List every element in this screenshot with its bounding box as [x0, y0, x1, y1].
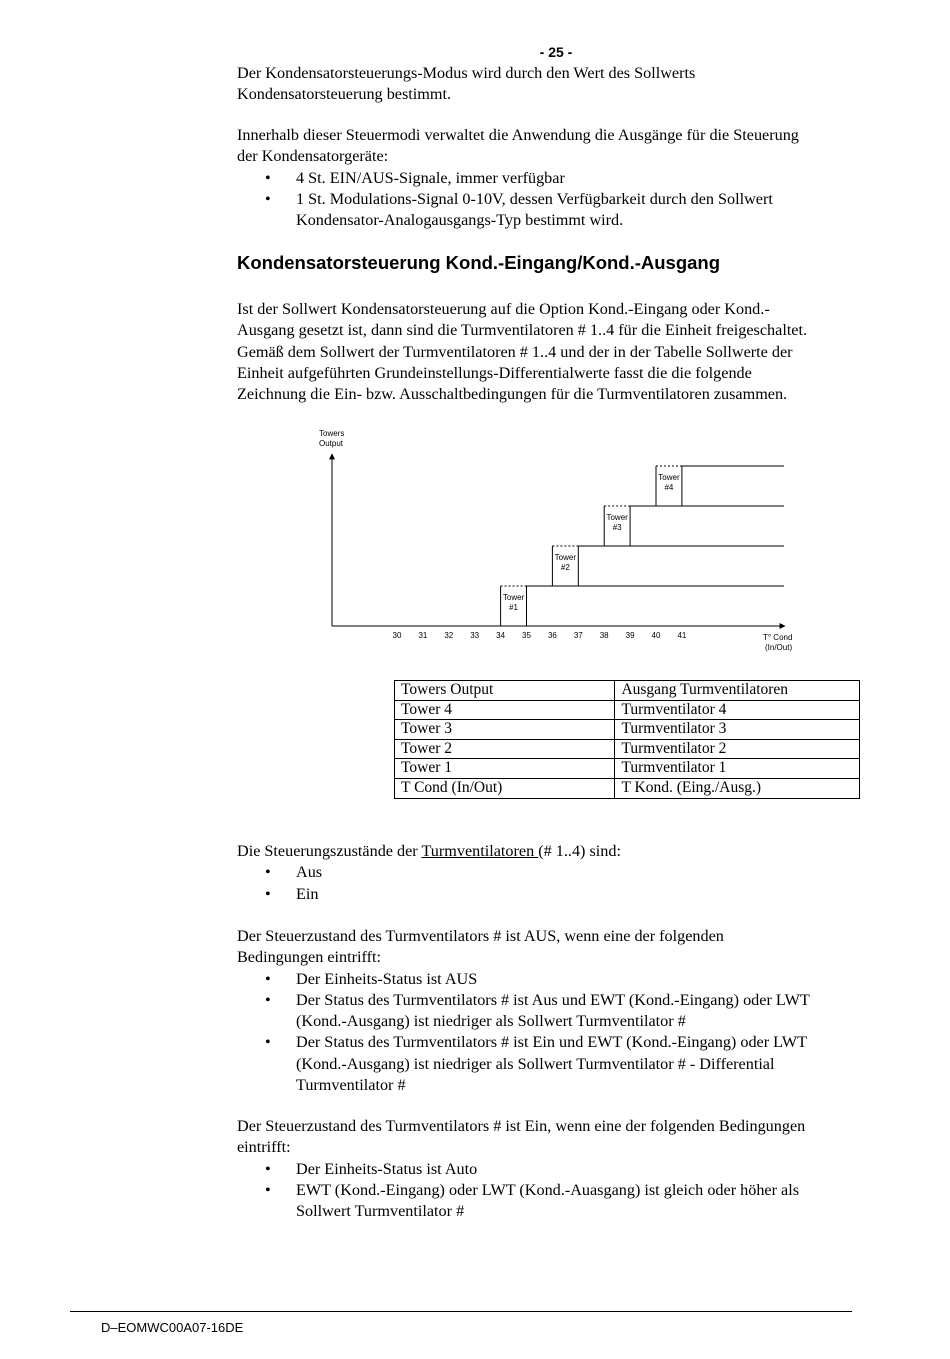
x-tick-label: 31 [418, 631, 428, 640]
x-axis-label [763, 633, 795, 652]
x-tick-label: 33 [470, 631, 480, 640]
text-line: Ausgang gesetzt ist, dann sind die Turmventilatoren # 1..4 für die Einheit freigeschaltet. [237, 321, 808, 340]
outputs-bullet-list [237, 168, 799, 232]
step-label [658, 473, 680, 492]
step-label-line: #1 [509, 603, 519, 612]
text-run: (# 1..4) sind: [538, 842, 621, 860]
step-label-line: #3 [612, 523, 622, 532]
text-line: Der Kondensatorsteuerungs-Modus wird durch den Wert des Sollwerts [237, 64, 696, 82]
x-tick-label: 36 [547, 631, 557, 640]
text-line: Kondensatorsteuerung bestimmt. [237, 85, 451, 104]
states-bullet-list [237, 862, 621, 905]
document-code: D–EOMWC00A07-16DE [101, 1320, 244, 1335]
text-line: (Kond.-Ausgang) ist niedriger als Sollwert Turmventilator # - Differential [296, 1054, 775, 1073]
text-line: Turmventilator # [296, 1076, 406, 1095]
bullet-item [237, 884, 621, 905]
y-axis-label-line: Towers [319, 429, 345, 438]
bullet-dot-icon: • [265, 168, 271, 187]
table-cell: Tower 4 [395, 700, 615, 720]
table-cell: T Kond. (Eing./Ausg.) [615, 778, 860, 798]
section-paragraph [237, 299, 807, 405]
table-cell: Turmventilator 3 [615, 720, 860, 740]
step-label [555, 553, 577, 572]
table-cell: Turmventilator 4 [615, 700, 860, 720]
text-line: Sollwert Turmventilator # [296, 1202, 465, 1221]
step-label-line: Tower [658, 473, 680, 482]
bullet-dot-icon: • [265, 884, 271, 903]
text-line: eintrifft: [237, 1138, 291, 1157]
footer-divider [70, 1311, 852, 1312]
text-line: Ist der Sollwert Kondensatorsteuerung auf die Option Kond.-Eingang oder Kond.- [237, 300, 770, 318]
text-line: EWT (Kond.-Eingang) oder LWT (Kond.-Auasgang) ist gleich oder höher als [296, 1180, 800, 1199]
table-cell: Towers Output [395, 681, 615, 701]
x-axis-label-line: T° Cond [763, 633, 793, 642]
text-line [237, 841, 621, 862]
bullet-dot-icon: • [265, 990, 271, 1009]
bullet-item [237, 168, 799, 189]
step-label-line: Tower [554, 553, 577, 562]
bullet-item [237, 1159, 805, 1180]
table-row [395, 720, 860, 740]
text-line: 1 St. Modulations-Signal 0-10V, dessen Verfügbarkeit durch den Sollwert [296, 189, 773, 208]
table-cell: Ausgang Turmventilatoren [615, 681, 860, 701]
table-cell: Tower 3 [395, 720, 615, 740]
text-line: Bedingungen eintrifft: [237, 948, 382, 967]
y-axis-label [319, 429, 347, 448]
bullet-dot-icon: • [265, 1180, 271, 1199]
text-line: Zeichnung die Ein- bzw. Ausschaltbedingungen für die Turmventilatoren zusammen. [237, 385, 788, 404]
bullet-item [237, 990, 810, 1033]
x-tick-label: 35 [522, 631, 531, 640]
x-tick-label: 32 [444, 631, 454, 640]
table-cell: Turmventilator 2 [615, 739, 860, 759]
table-cell: Tower 2 [395, 739, 615, 759]
bullet-item [237, 1180, 805, 1223]
bullet-item [237, 862, 621, 883]
text-line: Der Steuerzustand des Turmventilators # ist Ein, wenn eine der folgenden Bedingungen [237, 1117, 806, 1135]
x-tick-label: 34 [496, 631, 506, 640]
step-label-line: Tower [606, 513, 628, 522]
bullet-dot-icon: • [265, 863, 271, 882]
x-tick-label: 30 [392, 631, 402, 640]
table-row [395, 739, 860, 759]
table-cell: Tower 1 [395, 759, 615, 779]
text-run: Die Steuerungszustände der [237, 842, 422, 860]
table-row [395, 681, 860, 701]
bullet-dot-icon: • [265, 1159, 271, 1178]
text-line: Ein [296, 884, 319, 903]
off-conditions-bullet-list [237, 969, 810, 1097]
x-tick-label: 39 [625, 631, 635, 640]
x-tick-label: 37 [573, 631, 583, 640]
off-conditions-paragraph [237, 926, 810, 1096]
text-line: Kondensator-Analogausgangs-Typ bestimmt wird. [296, 211, 624, 230]
step-label-line: #4 [664, 483, 674, 492]
step-label [503, 593, 525, 612]
table-cell: T Cond (In/Out) [395, 778, 615, 798]
text-line: Gemäß dem Sollwert der Turmventilatoren # 1..4 und der in der Tabelle Sollwerte der [237, 342, 793, 361]
text-line: Der Status des Turmventilators # ist Ein und EWT (Kond.-Eingang) oder LWT [296, 1033, 808, 1052]
table-row [395, 778, 860, 798]
x-tick-label: 40 [651, 631, 661, 640]
bullet-dot-icon: • [265, 189, 271, 208]
step-label [606, 513, 628, 532]
table-row [395, 759, 860, 779]
step-label-line: #2 [560, 563, 570, 572]
page-number: - 25 - [539, 44, 573, 60]
states-paragraph [237, 841, 621, 905]
text-line: Der Steuerzustand des Turmventilators # ist AUS, wenn eine der folgenden [237, 927, 724, 945]
section-heading: Kondensatorsteuerung Kond.-Eingang/Kond.-Ausgang [237, 252, 721, 273]
bullet-item [237, 969, 810, 990]
x-tick-label: 41 [677, 631, 687, 640]
step-label-line: Tower [502, 593, 525, 602]
table-row [395, 700, 860, 720]
y-axis-label-line: Output [319, 439, 344, 448]
text-line: Aus [296, 863, 323, 882]
text-line: (Kond.-Ausgang) ist niedriger als Sollwert Turmventilator # [296, 1012, 686, 1031]
bullet-dot-icon: • [265, 1033, 271, 1052]
towers-output-chart [300, 422, 810, 662]
text-line: Innerhalb dieser Steuermodi verwaltet die Anwendung die Ausgänge für die Steuerung [237, 126, 799, 144]
bullet-dot-icon: • [265, 969, 271, 988]
on-conditions-bullet-list [237, 1159, 805, 1223]
x-tick-label: 38 [599, 631, 609, 640]
text-line: 4 St. EIN/AUS-Signale, immer verfügbar [296, 168, 565, 187]
text-line: Der Einheits-Status ist AUS [296, 969, 478, 988]
text-line: Der Status des Turmventilators # ist Aus und EWT (Kond.-Eingang) oder LWT [296, 990, 810, 1009]
outputs-paragraph [237, 125, 799, 231]
turmventilatoren-link[interactable]: Turmventilatoren [421, 842, 539, 860]
text-line: der Kondensatorgeräte: [237, 147, 389, 166]
text-line: Der Einheits-Status ist Auto [296, 1159, 478, 1178]
on-conditions-paragraph [237, 1116, 805, 1222]
table-cell: Turmventilator 1 [615, 759, 860, 779]
translation-table [394, 680, 860, 799]
intro-paragraph [237, 63, 695, 106]
bullet-item [237, 1032, 810, 1096]
x-axis-label-line: (In/Out) [765, 643, 793, 652]
bullet-item [237, 189, 799, 232]
text-line: Einheit aufgeführten Grundeinstellungs-Differentialwerte fasst die die folgende [237, 363, 752, 382]
